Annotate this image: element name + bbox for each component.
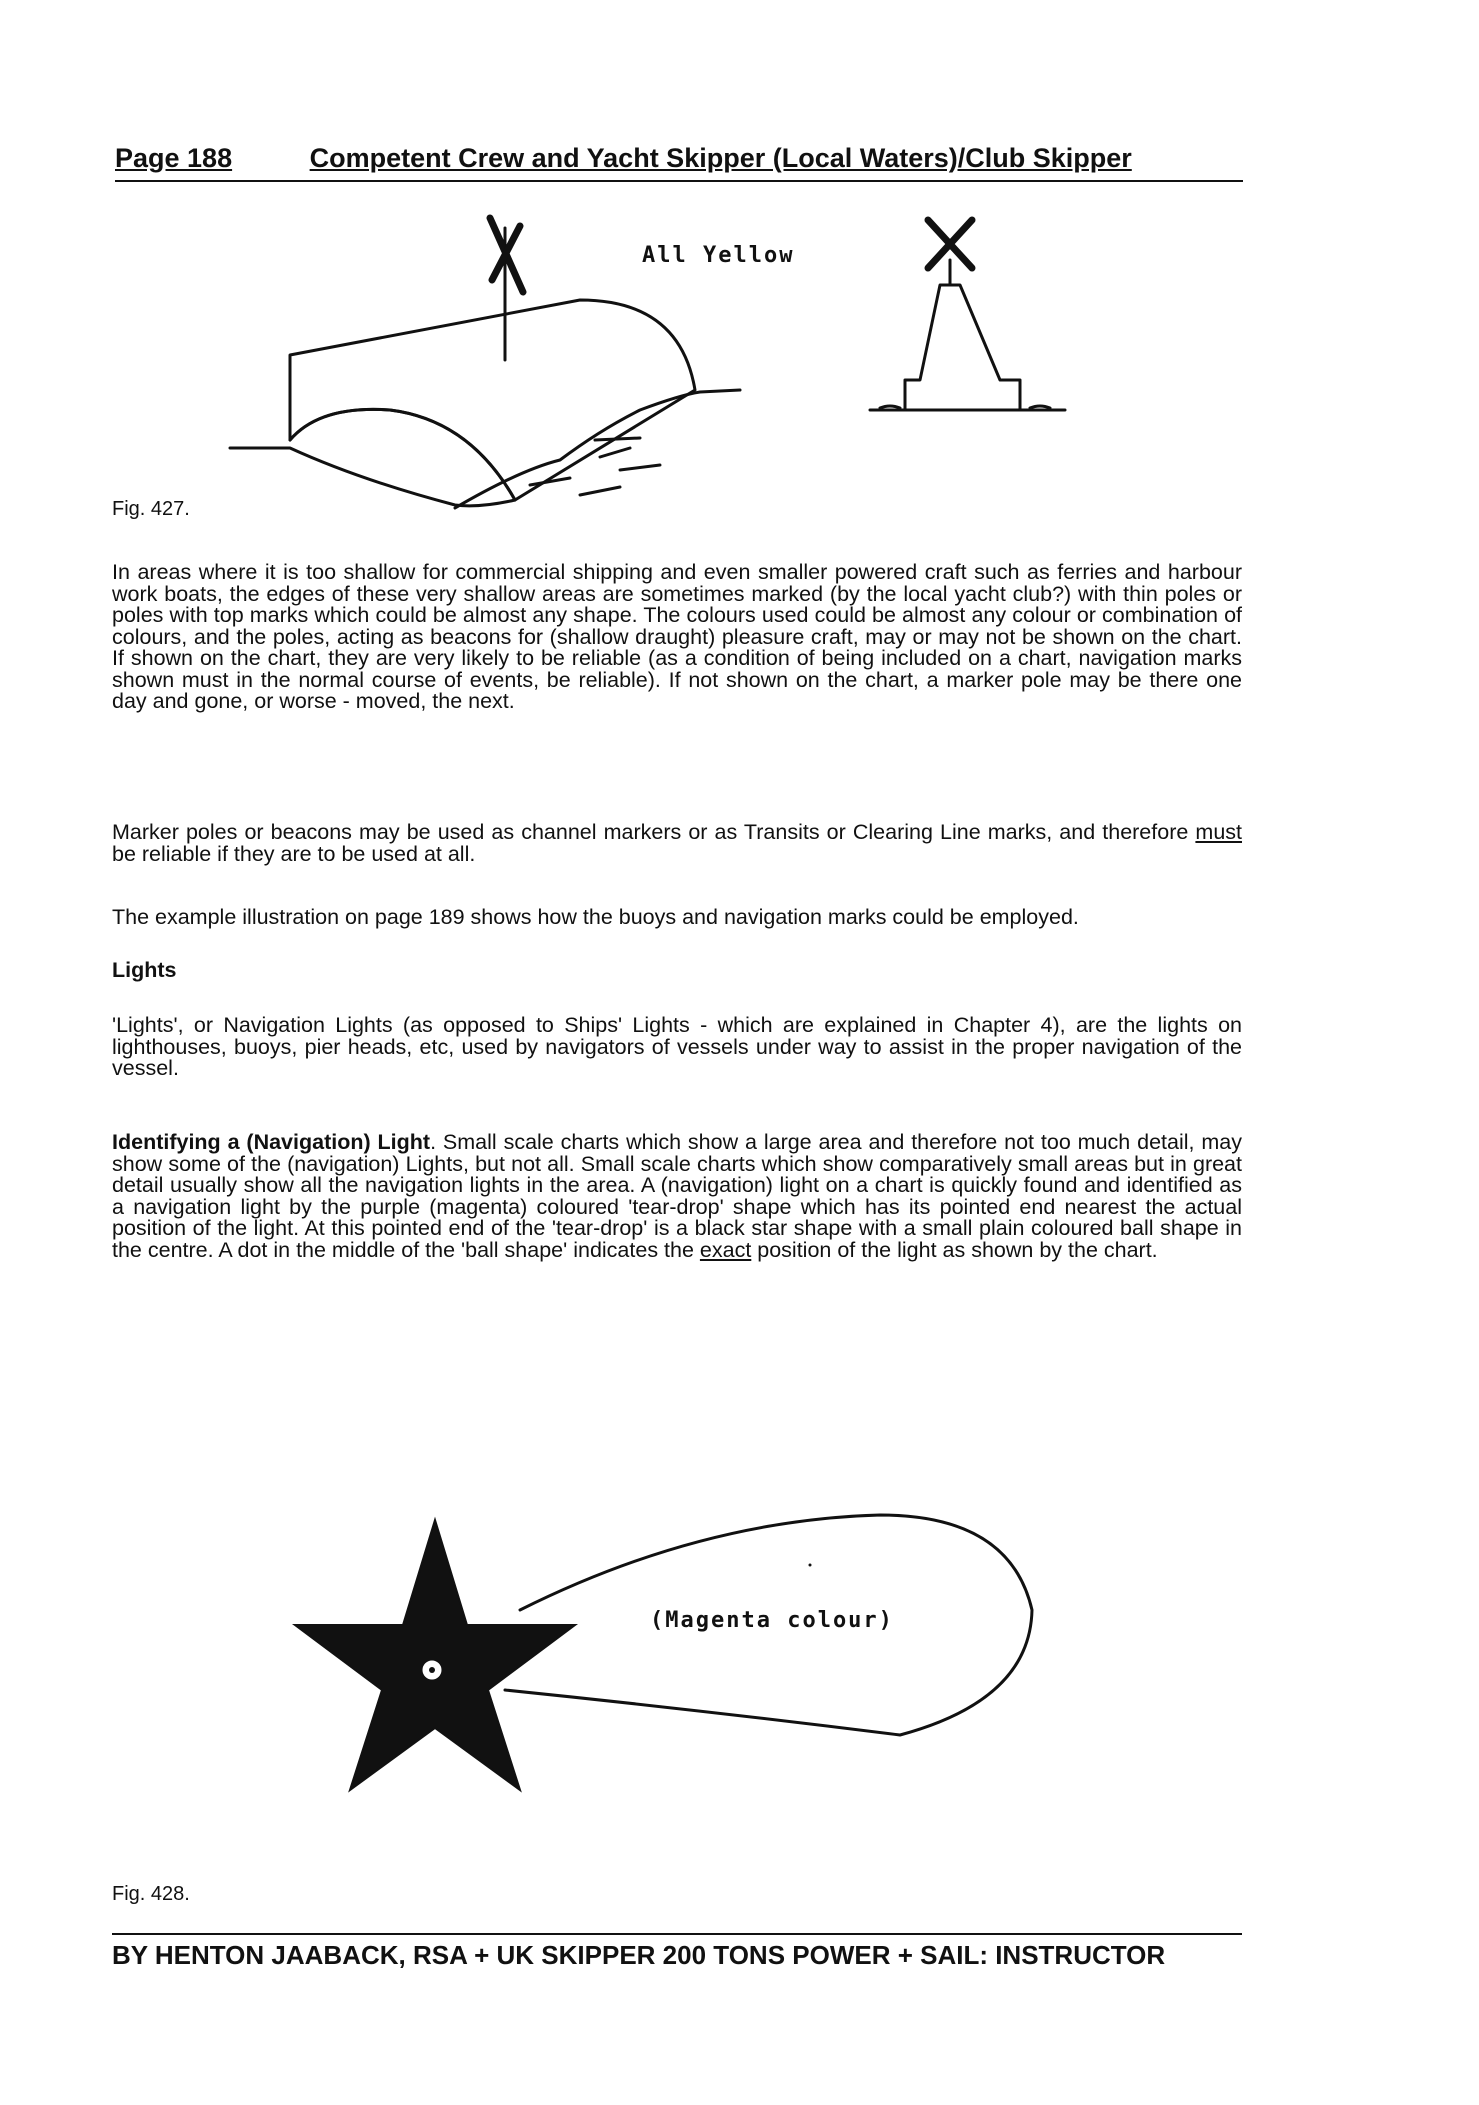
paragraph-lights-text: 'Lights', or Navigation Lights (as opposed to Ships' Lights - which are explained in Chapter 4), are the lights on lighthouses, buoys, pier heads, etc, used by navigators of vessels under way to assist in the proper navigation of the vessel. xyxy=(112,1013,1242,1080)
lights-heading: Lights xyxy=(112,958,177,982)
book-title: Competent Crew and Yacht Skipper (Local Waters)/Club Skipper xyxy=(309,143,1132,173)
figure-427-caption: Fig. 427. xyxy=(112,498,190,520)
paragraph-example-text: The example illustration on page 189 shows how the buoys and navigation marks could be employed. xyxy=(112,905,1079,929)
identifying-light-text-a: . Small scale charts which show a large area and therefore not too much detail, may show some of the (navigation) Lights, but not all. Small scale charts which show comparatively small areas but in great detail usually show all the navigation lights in the area. A (navigation) light on a chart is quickly found and identified as a navigation light by the purple (magenta) coloured 'tear-drop' shape which has its pointed end nearest the actual position of the light. At this pointed end of the 'tear-drop' is a black star shape with a small plain coloured ball shape in the centre. A dot in the middle of the 'ball shape' indicates the xyxy=(112,1130,1243,1262)
marker-poles-text-a: Marker poles or beacons may be used as channel markers or as Transits or Clearing Line marks, and therefore xyxy=(112,820,1196,844)
identifying-light-text-b: position of the light as shown by the chart. xyxy=(751,1237,1158,1262)
page-number: Page 188 xyxy=(115,143,233,173)
page-footer xyxy=(112,1933,1242,1975)
footer-author-credit: BY HENTON JAABACK, RSA + UK SKIPPER 200 TONS POWER + SAIL: INSTRUCTOR xyxy=(112,1940,1166,1970)
figure-428-caption: Fig. 428. xyxy=(112,1883,190,1905)
identifying-light-heading: Identifying a (Navigation) Light xyxy=(112,1130,431,1154)
emphasis-must: must xyxy=(1195,820,1242,844)
emphasis-exact: exact xyxy=(699,1237,752,1262)
light-position-dot xyxy=(429,1667,435,1673)
paragraph-shallow-areas-text: In areas where it is too shallow for commercial shipping and even smaller powered craft such as ferries and harbour work boats, the edges of these very shallow areas are sometimes marked (by the local yacht club?) with thin poles or poles with top marks which could be almost any shape. The colours used could be almost any colour or combination of colours, and the poles, acting as beacons for (shallow draught) pleasure craft, may or may not be shown on the chart. If shown on the chart, they are very likely to be reliable (as a condition of being included on a chart, navigation marks shown must in the normal course of events, be reliable). If not shown on the chart, a marker pole may be there one day and gone, or worse - moved, the next. xyxy=(112,560,1242,713)
figure-428-label: (Magenta colour) xyxy=(650,1608,894,1633)
figure-427-label: All Yellow xyxy=(642,243,795,268)
marker-poles-text-b: be reliable if they are to be used at all. xyxy=(112,841,476,866)
star-icon xyxy=(295,1520,575,1790)
